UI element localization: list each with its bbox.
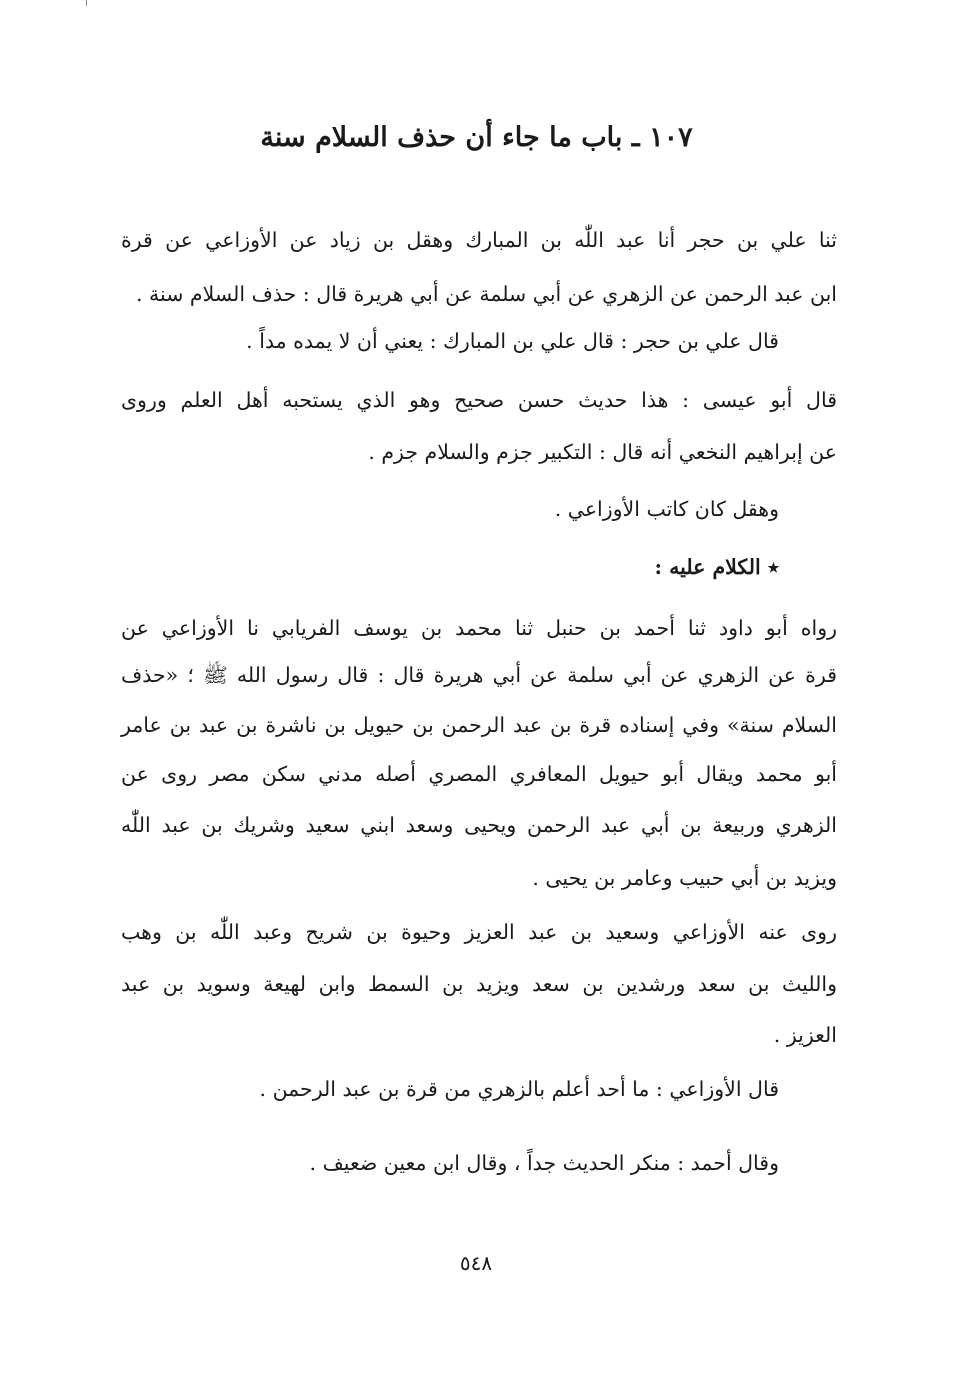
text-line-16: العزيز . [773, 1023, 837, 1047]
text-line-5: عن إبراهيم النخعي أنه قال : التكبير جزم والسلام جزم . [368, 440, 837, 464]
scan-edge-mark [86, 0, 87, 6]
text-line-3: قال علي بن حجر : قال علي بن المبارك : يعني أن لا يمده مداً . [246, 329, 779, 353]
text-line-12: الزهري وربيعة بن أبي عبد الرحمن ويحيى وسعد ابني سعيد وشريك بن عبد اللّٰه [121, 813, 837, 837]
text-line-10: السلام سنة» وفي إسناده قرة بن عبد الرحمن بن حيويل بن ناشرة بن عبد بن عامر [121, 713, 837, 737]
text-line-1: ثنا علي بن حجر أنا عبد اللّٰه بن المبارك وهقل بن زياد عن الأوزاعي عن قرة [121, 228, 837, 252]
commentary-heading [654, 549, 779, 585]
text-line-14: روى عنه الأوزاعي وسعيد بن عبد العزيز وحيوة بن شريح وعبد اللّٰه بن وهب [121, 920, 837, 944]
chapter-title: ١٠٧ ـ باب ما جاء أن حذف السلام سنة [260, 122, 693, 153]
heading-marker-icon: ٭ [767, 555, 779, 579]
commentary-heading-text: الكلام عليه : [654, 555, 761, 579]
text-line-4: قال أبو عيسى : هذا حديث حسن صحيح وهو الذي يستحبه أهل العلم وروى [121, 388, 837, 412]
text-line-2: ابن عبد الرحمن عن الزهري عن أبي سلمة عن أبي هريرة قال : حذف السلام سنة . [136, 282, 837, 306]
text-line-6: وهقل كان كاتب الأوزاعي . [554, 497, 779, 521]
text-line-9: قرة عن الزهري عن أبي سلمة عن أبي هريرة قال : قال رسول الله ﷺ ؛ «حذف [121, 663, 837, 687]
text-line-13: ويزيد بن أبي حبيب وعامر بن يحيى . [532, 866, 837, 890]
text-line-17: قال الأوزاعي : ما أحد أعلم بالزهري من قرة بن عبد الرحمن . [259, 1077, 779, 1101]
text-line-15: والليث بن سعد ورشدين بن سعد ويزيد بن السمط وابن لهيعة وسويد بن عبد [121, 972, 837, 996]
text-line-11: أبو محمد ويقال أبو حيويل المعافري المصري أصله مدني سكن مصر روى عن [121, 762, 837, 786]
text-line-18: وقال أحمد : منكر الحديث جداً ، وقال ابن معين ضعيف . [309, 1151, 779, 1175]
page-number: ٥٤٨ [459, 1251, 493, 1275]
text-line-8: رواه أبو داود ثنا أحمد بن حنبل ثنا محمد بن يوسف الفريابي نا الأوزاعي عن [121, 616, 837, 640]
